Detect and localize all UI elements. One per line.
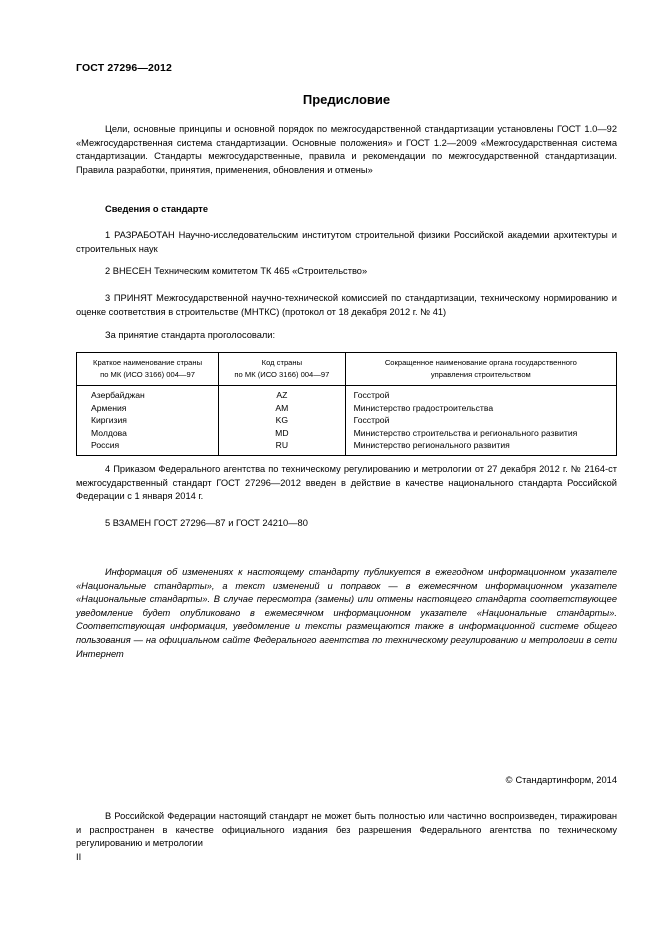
table-cell-country-name: Армения	[77, 402, 219, 415]
intro-paragraph: Цели, основные принципы и основной порядок по межгосударственной стандартизации установлены ГОСТ 1.0—92 «Межгосударственная система стандартизации. Основные положения» и ГОСТ 1.2—2009 «Межгосударственная система стандартизации. Стандарты межгосударственные, правила и рекомендации по межгосударственной стандартизации. Правила разработки, принятия, применения, обновления и отмены»	[76, 124, 617, 175]
standard-info-item-1: 1 РАЗРАБОТАН Научно-исследовательским институтом строительной физики Российской академии архитектуры и строительных наук	[76, 230, 617, 254]
running-header: ГОСТ 27296—2012	[76, 62, 172, 74]
table-cell-organization: Госстрой	[345, 414, 616, 427]
table-cell-country-name: Киргизия	[77, 414, 219, 427]
standard-info-item-4: 4 Приказом Федерального агентства по техническому регулированию и метрологии от 27 декабря 2012 г. № 2164-ст межгосударственный стандарт ГОСТ 27296—2012 введен в действие в качестве национального стандарта Российской Федерации с 1 января 2014 г.	[76, 464, 617, 502]
table-cell-country-code: AZ	[219, 386, 346, 402]
standard-info-item-5: 5 ВЗАМЕН ГОСТ 27296—87 и ГОСТ 24210—80	[105, 518, 308, 528]
table-row	[77, 386, 617, 402]
table-cell-country-name: Молдова	[77, 427, 219, 440]
page-title: Предисловие	[302, 92, 391, 107]
standard-info-item-2: 2 ВНЕСЕН Техническим комитетом ТК 465 «Строительство»	[105, 266, 368, 276]
copyright-icon: ©	[505, 775, 513, 785]
table-cell-organization: Министерство градостроительства	[345, 402, 616, 415]
copyright-text: Стандартинформ, 2014	[515, 775, 617, 785]
standard-info-heading: Сведения о стандарте	[105, 204, 209, 214]
table-header-organization: Сокращенное наименование органа государственного управления строительством	[345, 353, 616, 386]
table-row	[77, 427, 617, 440]
table-cell-country-code: KG	[219, 414, 346, 427]
table-cell-organization: Госстрой	[345, 386, 616, 402]
table-cell-country-code: RU	[219, 439, 346, 455]
table-cell-organization: Министерство регионального развития	[345, 439, 616, 455]
table-cell-organization: Министерство строительства и регионального развития	[345, 427, 616, 440]
table-row	[77, 414, 617, 427]
standard-info-item-3: 3 ПРИНЯТ Межгосударственной научно-технической комиссией по стандартизации, техническому нормированию и оценке соответствия в строительстве (МНТКС) (протокол от 18 декабря 2012 г. № 41)	[76, 293, 617, 317]
page-number: II	[76, 852, 82, 862]
table-body	[77, 386, 617, 456]
table-cell-country-name: Азербайджан	[77, 386, 219, 402]
reproduction-notice: В Российской Федерации настоящий стандарт не может быть полностью или частично воспроизведен, тиражирован и распространен в качестве официального издания без разрешения Федерального агентства по техническому регулированию и метрологии	[76, 811, 617, 849]
copyright-line	[506, 775, 617, 785]
changes-notice-paragraph: Информация об изменениях к настоящему стандарту публикуется в ежегодном информационном указателе «Национальные стандарты», а текст изменений и поправок — в ежемесячном информационном указателе «Национальные стандарты». В случае пересмотра (замены) или отмены настоящего стандарта соответствующее уведомление будет опубликовано в ежемесячном информационном указателе «Национальные стандарты». Соответствующая информация, уведомление и тексты размещаются также в информационной системе общего пользования — на официальном сайте Федерального агентства по техническому регулированию и метрологии в сети Интернет	[76, 567, 617, 659]
table-header-row	[77, 353, 617, 386]
vote-table	[76, 352, 617, 456]
vote-intro-text: За принятие стандарта проголосовали:	[105, 330, 276, 340]
table-header-country-code: Код страны по МК (ИСО 3166) 004—97	[219, 353, 346, 386]
table-cell-country-code: MD	[219, 427, 346, 440]
table-row	[77, 402, 617, 415]
table-row	[77, 439, 617, 455]
table-cell-country-name: Россия	[77, 439, 219, 455]
table-cell-country-code: AM	[219, 402, 346, 415]
table-header-country-name: Краткое наименование страны по МК (ИСО 3166) 004—97	[77, 353, 219, 386]
